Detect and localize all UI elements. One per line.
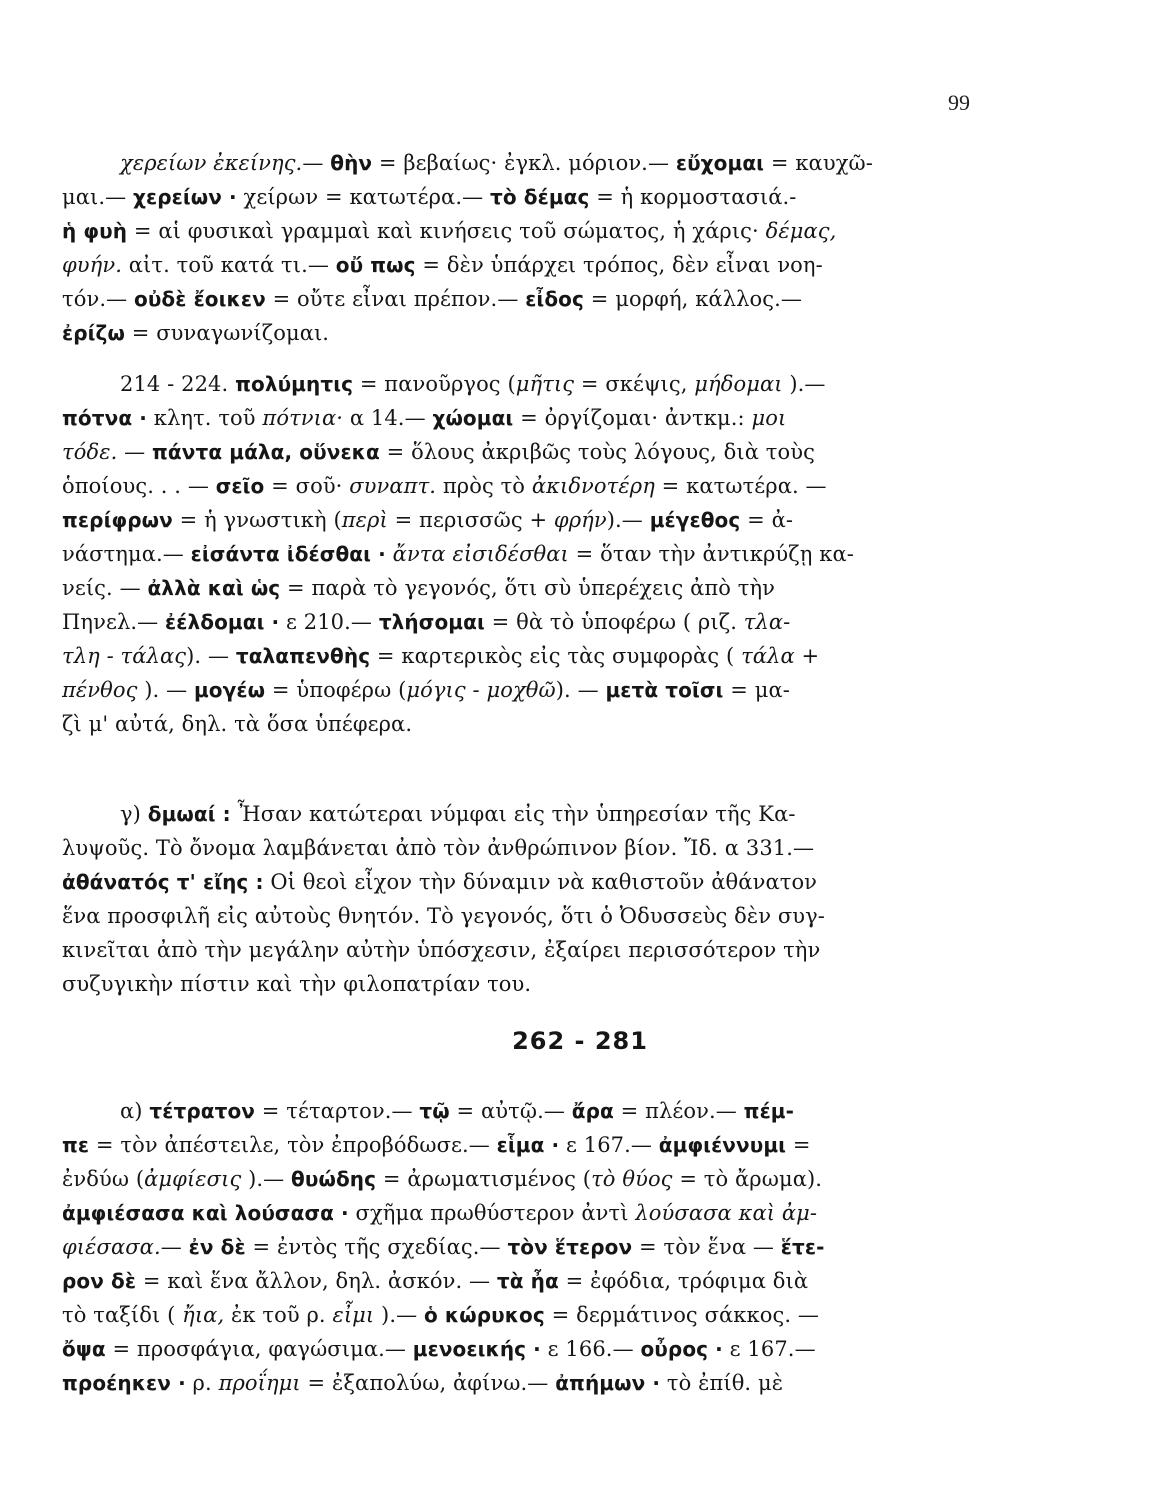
italic-text: δέμας, [765,219,837,243]
body-text: ἕνα προσφιλῆ εἰς αὐτοὺς θνητόν. Τὸ γεγονός, ὅτι ὁ Ὀδυσσεὺς δὲν συγ- [62,904,825,928]
body-text: μαι.— [62,185,134,209]
text-line [62,1230,977,1264]
text-line [62,537,977,571]
lemma-text: μετὰ τοῖσι [605,678,724,702]
lemma-text: ὄψα [62,1337,106,1361]
body-text: = ὑποφέρω ( [265,678,407,702]
lemma-text: ἀθάνατός τ' εἴης : [62,870,264,894]
body-text: ἐνδύω ( [62,1167,145,1191]
body-text: — [201,644,236,668]
body-text: = περισσῶς + [387,508,554,532]
italic-text: ἄντα εἰσιδέσθαι [392,542,569,566]
body-text: ).— [241,1167,292,1191]
italic-text: τλη - τάλας [62,644,187,668]
page-number: 99 [948,90,970,115]
italic-text: τὸ θύος [591,1167,673,1191]
body-text: = μα- [723,678,790,702]
lemma-text: χερείων · [133,185,237,209]
lemma-text: πε [62,1133,90,1157]
text-line [62,933,977,967]
body-text: = κατωτέρα. — [654,474,827,498]
text-line [62,146,977,180]
lemma-text: οὔ πως [335,253,416,277]
lemma-text: ἐέλδομαι · [165,610,280,634]
body-text: = δὲν ὑπάρχει τρόπος, δὲν εἶναι νοη- [415,253,823,277]
text-line [62,1094,977,1128]
italic-text: πένθος [62,678,138,702]
body-text: = τὸν ἕνα — [632,1235,781,1259]
body-text: = θὰ τὸ ὑποφέρω ( ριζ. [484,610,744,634]
body-text: ε 167.— [559,1133,659,1157]
text-line [62,248,977,282]
body-text [386,542,393,566]
italic-text: πότνια· [262,406,344,430]
lemma-text: τὸν ἕτερον [507,1235,633,1259]
body-text: νείς. — [62,576,148,600]
lemma-text: εἶδος [525,287,584,311]
body-text: = ἐφόδια, τρόφιμα διὰ [558,1269,809,1293]
lemma-text: ἀλλὰ καὶ ὡς [147,576,281,600]
body-text: + [794,644,820,668]
body-text: = ἀ- [740,508,794,532]
body-text: = σοῦ· [264,474,350,498]
text-line [62,831,977,865]
lemma-text: χώομαι [432,406,514,430]
text-line [62,1298,977,1332]
paragraph-commentary-continued [62,146,977,350]
text-line [62,469,977,503]
lemma-text: πάντα μάλα, οὕνεκα [152,440,380,464]
lemma-text: μενοεικής · [412,1337,541,1361]
body-text: α) [120,1099,150,1123]
text-line [62,707,977,741]
body-text: λυψοῦς. Τὸ ὄνομα λαμβάνεται ἀπὸ τὸν ἀνθρώπινον βίον. Ἴδ. α 331.— [62,836,815,860]
lemma-text: προέηκεν · [62,1371,186,1395]
body-text: = ὅλους ἀκριβῶς τοὺς λόγους, διὰ τοὺς [379,440,815,464]
body-text: ἐκ τοῦ ρ. [224,1303,333,1327]
lemma-text: δμωαί : [147,802,231,826]
body-text: = τέταρτον.— [255,1099,420,1123]
lemma-text: τὸ δέμας [489,185,590,209]
body-text: χείρων = κατωτέρα.— [236,185,490,209]
italic-text: ἤια, [182,1303,225,1327]
body-text: αἰτ. τοῦ κατά τι.— [122,253,336,277]
italic-text: μῆτις [515,372,575,396]
lemma-text: τέτρατον [149,1099,256,1123]
italic-text: τάλα [741,644,795,668]
lemma-text: ἄρα [571,1099,614,1123]
body-text: = [786,1133,811,1157]
body-text: σχῆμα πρωθύστερον ἀντὶ [348,1201,636,1225]
lemma-text: περίφρων [62,508,173,532]
text-line [62,797,977,831]
italic-text: τλα- [743,610,791,634]
body-text: ὁποίους. . . — [62,474,216,498]
italic-text: μήδομαι [694,372,783,396]
body-text: Οἱ θεοὶ εἶχον τὴν δύναμιν νὰ καθιστοῦν ἀθάνατον [263,870,818,894]
lemma-text: πέμ- [743,1099,795,1123]
lemma-text: ταλαπενθὴς [235,644,371,668]
lemma-text: ὁ κώρυκος [424,1303,545,1327]
italic-text: μόγις - μοχθῶ [406,678,556,702]
body-text: = τὸν ἀπέστειλε, τὸν ἐπροβόδωσε.— [89,1133,497,1157]
paragraph-gamma-notes [62,797,977,1001]
body-text: = πανοῦργος ( [353,372,516,396]
body-text: ).— [606,508,650,532]
italic-text: τόδε. [62,440,118,464]
body-text: νάστημα.— [62,542,191,566]
body-text: κλητ. τοῦ [146,406,263,430]
body-text: = αἱ φυσικαὶ γραμμαὶ καὶ κινήσεις τοῦ σώματος, ἡ χάρις· [127,219,766,243]
body-text: Πηνελ.— [62,610,166,634]
body-text: = ἐντὸς τῆς σχεδίας.— [245,1235,508,1259]
italic-text: φρήν [553,508,607,532]
body-text: = τὸ ἄρωμα). [672,1167,823,1191]
lemma-text: ἀπήμων · [555,1371,661,1395]
body-text: ε 210.— [279,610,379,634]
body-text: — [302,151,331,175]
body-text: = μορφή, κάλλος.— [583,287,802,311]
lemma-text: ἕτε- [780,1235,825,1259]
body-text: — [160,1235,189,1259]
text-line [62,282,977,316]
body-text: = προσφάγια, φαγώσιμα.— [105,1337,413,1361]
lemma-text: ἀμφιέννυμι [658,1133,787,1157]
text-line [62,899,977,933]
italic-text: συναπτ. [349,474,437,498]
text-line [62,435,977,469]
text-line [62,1332,977,1366]
lemma-text: εἰσάντα ἰδέσθαι · [190,542,386,566]
body-text: = αὐτῷ.— [449,1099,572,1123]
lemma-text: οὐδὲ ἔοικεν [133,287,266,311]
lemma-text: τὰ ἦα [496,1269,559,1293]
body-text: ).— [374,1303,424,1327]
paragraph-262-281 [62,1094,977,1400]
section-heading: 262 - 281 [512,1027,648,1055]
italic-text: μοι [751,406,787,430]
italic-text: ἀμφίεσις [144,1167,242,1191]
lemma-text: τλήσομαι [378,610,485,634]
text-line [62,214,977,248]
text-line [62,1366,977,1400]
text-line [62,180,977,214]
body-text: α 14.— [343,406,433,430]
lemma-text: τῷ [419,1099,450,1123]
body-text: Ἦσαν κατώτεραι νύμφαι εἰς τὴν ὑπηρεσίαν τῆς Κα- [230,802,796,826]
body-text: ζὶ μ' αὐτά, δηλ. τὰ ὅσα ὑπέφερα. [62,712,413,736]
body-text: 214 - 224. [120,372,236,396]
body-text: = σκέψις, [574,372,695,396]
text-line [62,673,977,707]
text-line [62,503,977,537]
italic-text: ἀκιδνοτέρη [531,474,655,498]
lemma-text: ἀμφιέσασα καὶ λούσασα · [62,1201,349,1225]
text-line [62,605,977,639]
lemma-text: θὴν [330,151,373,175]
lemma-text: εἷμα · [496,1133,560,1157]
body-text: ρ. [185,1371,219,1395]
text-line [62,1196,977,1230]
body-text: = καυχῶ- [764,151,873,175]
body-text: τὸ ταξίδι ( [62,1303,183,1327]
body-text: = ὅταν τὴν ἀντικρύζῃ κα- [568,542,854,566]
text-line [62,1264,977,1298]
body-text: κινεῖται ἀπὸ τὴν μεγάλην αὐτὴν ὑπόσχεσιν, ἐξαίρει περισσότερον τὴν [62,938,821,962]
body-text: ).— [782,372,826,396]
text-line [62,1128,977,1162]
body-text: ). — [555,678,606,702]
body-text: τὸ ἐπίθ. μὲ [660,1371,784,1395]
body-text: τόν.— [62,287,134,311]
body-text: = οὔτε εἶναι πρέπον.— [265,287,526,311]
body-text: ε 167.— [722,1337,816,1361]
lemma-text: μογέω [193,678,266,702]
lemma-text: ἐν δὲ [188,1235,246,1259]
lemma-text: ρον δὲ [62,1269,137,1293]
text-line [62,401,977,435]
body-text: = παρὰ τὸ γεγονός, ὅτι σὺ ὑπερέχεις ἀπὸ τὴν [280,576,776,600]
italic-text: λούσασα καὶ ἀμ- [635,1201,818,1225]
lemma-text: ἐρίζω [62,321,125,345]
text-line [62,1162,977,1196]
text-line [62,571,977,605]
text-line [62,367,977,401]
body-text: = πλέον.— [613,1099,744,1123]
body-text: — [117,440,153,464]
paragraph-214-224 [62,367,977,741]
body-text: συζυγικὴν πίστιν καὶ τὴν φιλοπατρίαν του. [62,972,532,996]
italic-text: περὶ [341,508,388,532]
body-text: = ἡ κορμοστασιά.- [589,185,797,209]
italic-text: χερείων ἐκείνης. [120,151,303,175]
body-text: = συναγωνίζομαι. [124,321,330,345]
lemma-text: θυώδης [291,1167,377,1191]
lemma-text: πότνα · [62,406,147,430]
body-text: = καὶ ἕνα ἄλλον, δηλ. ἀσκόν. — [136,1269,497,1293]
body-text: = ὀργίζομαι· ἀντκμ.: [513,406,752,430]
text-line [62,865,977,899]
italic-text: εἶμι [332,1303,375,1327]
italic-text: προΐημι [218,1371,301,1395]
lemma-text: εὔχομαι [675,151,765,175]
body-text: = καρτερικὸς εἰς τὰς συμφορὰς ( [370,644,742,668]
body-text: = ἐξαπολύω, ἀφίνω.— [300,1371,556,1395]
body-text: ). [186,644,202,668]
body-text: γ) [120,802,148,826]
body-text: = ἡ γνωστικὴ ( [172,508,342,532]
body-text: = δερμάτινος σάκκος. — [544,1303,819,1327]
lemma-text: ἡ φυὴ [62,219,128,243]
body-text: πρὸς τὸ [436,474,532,498]
italic-text: φυήν. [62,253,122,277]
text-line [62,967,977,1001]
body-text: = βεβαίως· ἐγκλ. μόριον.— [372,151,676,175]
body-text: = ἀρωματισμένος ( [376,1167,592,1191]
lemma-text: σεῖο [215,474,265,498]
text-line [62,316,977,350]
body-text: ). — [137,678,194,702]
italic-text: φιέσασα. [62,1235,161,1259]
lemma-text: μέγεθος [649,508,741,532]
text-line [62,639,977,673]
body-text: ε 166.— [540,1337,641,1361]
lemma-text: οὖρος · [640,1337,723,1361]
lemma-text: πολύμητις [235,372,354,396]
